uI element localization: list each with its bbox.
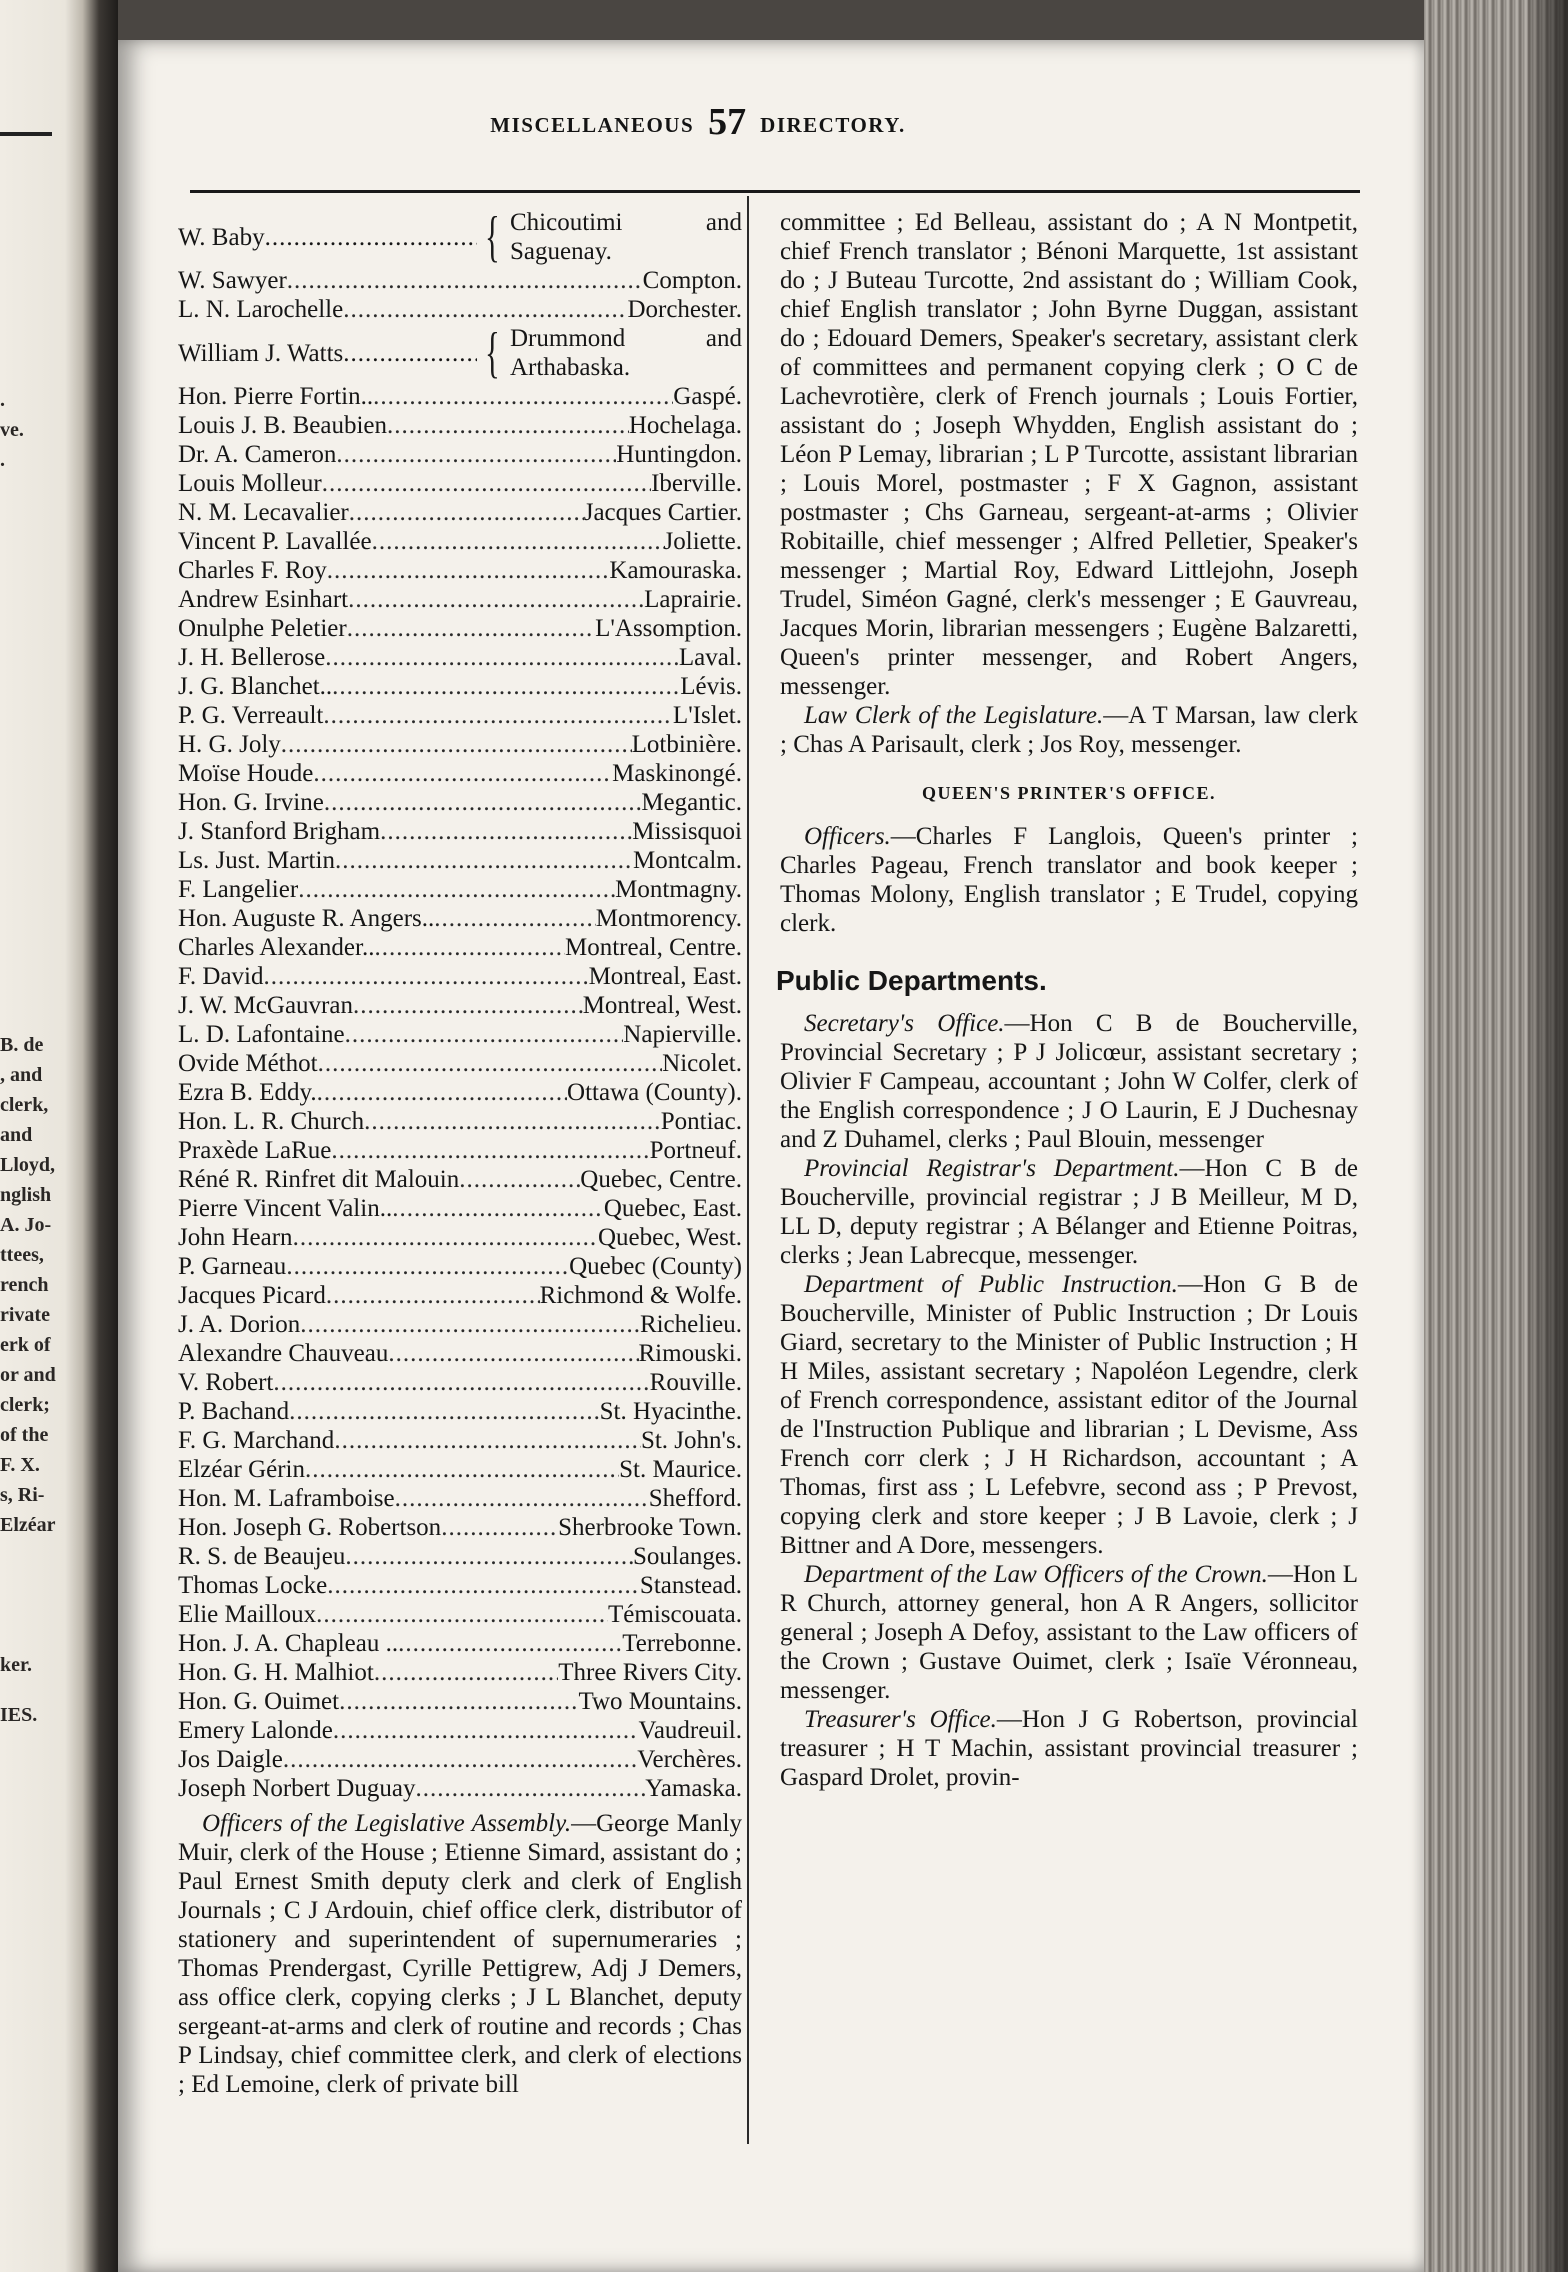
- member-entry: [178, 730, 742, 759]
- member-county: Jacques Cartier.: [583, 499, 742, 526]
- member-name: J. G. Blanchet..: [178, 673, 333, 700]
- public-departments-heading: Public Departments.: [776, 965, 1047, 996]
- member-name: Hon. G. Irvine: [178, 789, 324, 816]
- paragraph-text: —Hon C B de Boucherville, provincial registrar ; J B Meilleur, M D, LL D, deputy registrar ; A Bélanger and Etienne Poitras, clerks ; Jean Labrecque, messenger.: [780, 1155, 1359, 1269]
- member-entry: [178, 1745, 742, 1774]
- member-entry: [178, 614, 742, 643]
- member-county: Joliette.: [663, 528, 742, 555]
- leader-dots: [347, 614, 595, 643]
- member-entry: [178, 1716, 742, 1745]
- leader-dots: [316, 1600, 608, 1629]
- member-name: P. Bachand: [178, 1398, 290, 1425]
- member-county: Three Rivers City.: [558, 1659, 742, 1686]
- page-number: 57: [708, 101, 747, 143]
- member-entry: [178, 295, 742, 324]
- member-entry: [178, 1310, 742, 1339]
- member-county: Lotbinière.: [631, 731, 742, 758]
- leader-dots: [332, 672, 680, 701]
- margin-fragment: B. de: [0, 1034, 44, 1056]
- member-name: Praxède LaRue: [178, 1137, 332, 1164]
- book-page-edges: [1424, 0, 1568, 2272]
- leader-dots: [336, 440, 616, 469]
- leader-dots: [395, 1484, 649, 1513]
- leader-dots: [264, 962, 589, 991]
- member-name: Ezra B. Eddy.: [178, 1079, 317, 1106]
- member-entry: [178, 1281, 742, 1310]
- member-county: Quebec (County): [569, 1253, 742, 1280]
- leader-dots: [324, 788, 642, 817]
- printer-office-heading: QUEEN'S PRINTER'S OFFICE.: [921, 783, 1217, 803]
- leader-dots: [283, 1745, 637, 1774]
- leader-dots: [318, 1049, 663, 1078]
- members-column: [178, 208, 742, 2099]
- brace-glyph: {: [485, 206, 500, 268]
- member-county: L'Islet.: [672, 702, 742, 729]
- paragraph-lead: Law Clerk of the Legislature.: [804, 702, 1104, 729]
- leader-dots: [372, 527, 664, 556]
- member-entry: [178, 1194, 742, 1223]
- leader-dots: [281, 730, 632, 759]
- member-name: V. Robert: [178, 1369, 274, 1396]
- member-entry: [178, 1252, 742, 1281]
- leader-dots: [345, 1542, 633, 1571]
- leader-dots: [374, 933, 564, 962]
- header-left-word: MISCELLANEOUS: [490, 113, 695, 137]
- leader-dots: [415, 1774, 645, 1803]
- column-divider: [747, 196, 749, 2144]
- member-county: Vaudreuil.: [638, 1717, 742, 1744]
- member-name: Hon. Joseph G. Robertson: [178, 1514, 442, 1541]
- member-name: William J. Watts: [178, 339, 344, 367]
- paragraph-text: —A T Marsan, law clerk ; Chas A Parisault, clerk ; Jos Roy, messenger.: [780, 702, 1358, 758]
- member-county: Compton.: [642, 267, 742, 294]
- leader-dots: [374, 1658, 558, 1687]
- member-entry: [178, 1397, 742, 1426]
- member-name: Hon. Auguste R. Angers..: [178, 905, 435, 932]
- member-name: L. D. Lafontaine: [178, 1021, 345, 1048]
- member-name: Hon. G. Ouimet: [178, 1688, 340, 1715]
- paragraph-text: —Hon L R Church, attorney general, hon A R Angers, sollicitor general ; Joseph A Defoy, assistant to the Law officers of the Crown ; Gustave Ouimet, clerk ; Isaïe Véronneau, messenger.: [780, 1561, 1358, 1704]
- legislative-officers-paragraph: [178, 1809, 742, 2099]
- member-name: Alexandre Chauveau: [178, 1340, 389, 1367]
- previous-page-rule: [0, 132, 52, 136]
- margin-fragment: , and: [0, 1064, 43, 1086]
- running-header: [378, 100, 1018, 144]
- member-county: Quebec, East.: [603, 1195, 742, 1222]
- member-county: Quebec, West.: [597, 1224, 742, 1251]
- member-county: Megantic.: [641, 789, 742, 816]
- member-county: Huntingdon.: [616, 441, 742, 468]
- member-name: P. Garneau: [178, 1253, 287, 1280]
- member-name: Pierre Vincent Valin..: [178, 1195, 393, 1222]
- member-entry: [178, 585, 742, 614]
- member-entry: [178, 1107, 742, 1136]
- member-entry: [178, 1571, 742, 1600]
- member-county: Montmorency.: [595, 905, 742, 932]
- member-name: J. Stanford Brigham: [178, 818, 381, 845]
- member-name: Elzéar Gérin: [178, 1456, 306, 1483]
- member-name: J. H. Bellerose: [178, 644, 326, 671]
- member-county: Maskinongé.: [612, 760, 742, 787]
- member-name: Hon. J. A. Chapleau ..: [178, 1630, 399, 1657]
- leader-dots: [398, 1629, 622, 1658]
- member-county: Drummond and Arthabaska.: [510, 325, 742, 381]
- margin-fragment: Lloyd,: [0, 1154, 56, 1176]
- member-county: Richmond & Wolfe.: [539, 1282, 742, 1309]
- member-name: Louis Molleur: [178, 470, 322, 497]
- leader-dots: [293, 1223, 598, 1252]
- paragraph-lead: Provincial Registrar's Department.: [804, 1155, 1180, 1182]
- member-entry: [178, 1426, 742, 1455]
- paragraph-lead: Department of the Law Officers of the Crown.: [804, 1561, 1268, 1588]
- officers-column: [776, 208, 1359, 1792]
- member-name: Andrew Esinhart: [178, 586, 349, 613]
- member-entry: [178, 469, 742, 498]
- margin-fragment: nglish: [0, 1184, 52, 1206]
- header-right-word: DIRECTORY.: [760, 113, 906, 137]
- member-county: Ottawa (County).: [567, 1079, 742, 1106]
- member-name: Jos Daigle: [178, 1746, 283, 1773]
- leader-dots: [387, 411, 629, 440]
- leader-dots: [434, 904, 595, 933]
- leader-dots: [388, 1339, 638, 1368]
- printer-office-paragraph: [780, 822, 1358, 938]
- member-entry: [178, 788, 742, 817]
- member-name: Charles F. Roy: [178, 557, 327, 584]
- member-name: Jacques Picard: [178, 1282, 326, 1309]
- member-name: F. Langelier: [178, 876, 299, 903]
- member-entry: [178, 1455, 742, 1484]
- member-entry-braced: [178, 208, 742, 266]
- member-county: Pontiac.: [660, 1108, 742, 1135]
- member-entry: [178, 1136, 742, 1165]
- leader-dots: [298, 875, 615, 904]
- member-name: John Hearn: [178, 1224, 293, 1251]
- department-paragraph: [780, 1270, 1358, 1560]
- leader-dots: [441, 1513, 558, 1542]
- leader-dots: [305, 1455, 619, 1484]
- member-county: Laval.: [678, 644, 742, 671]
- leader-dots: [289, 1397, 600, 1426]
- paragraph-text: —George Manly Muir, clerk of the House ; Etienne Simard, assistant do ; Paul Ernest Smith deputy clerk and clerk of English Journals ; C J Ardouin, chief office clerk, distributor of stationery and superintendent of supernumeraries ; Thomas Prendergast, Cyrille Pettigrew, Adj J Demers, ass office clerk, copying clerks ; J L Blanchet, deputy sergeant-at-arms and clerk of routine and records ; Chas P Lindsay, chief committee clerk, and clerk of elections ; Ed Lemoine, clerk of private bill: [178, 1810, 742, 2098]
- leader-dots: [343, 295, 627, 324]
- paragraph-lead: Department of Public Instruction.: [804, 1271, 1178, 1298]
- member-county: Témiscouata.: [608, 1601, 742, 1628]
- paragraph-lead: Officers.: [804, 823, 891, 850]
- paragraph-text: —Hon J G Robertson, provincial treasurer ; H T Machin, assistant provincial treasurer ; Gaspard Drolet, provin-: [780, 1706, 1358, 1791]
- member-entry: [178, 266, 742, 295]
- member-county: St. John's.: [640, 1427, 742, 1454]
- leader-dots: [265, 223, 478, 252]
- member-county: Two Mountains.: [578, 1688, 742, 1715]
- margin-fragment: of the: [0, 1424, 49, 1446]
- member-county: Montcalm.: [632, 847, 742, 874]
- member-entry: [178, 382, 742, 411]
- member-name: J. W. McGauvran: [178, 992, 353, 1019]
- member-name: Elie Mailloux: [178, 1601, 317, 1628]
- member-name: J. A. Dorion: [178, 1311, 301, 1338]
- leader-dots: [380, 817, 632, 846]
- member-county: Stanstead.: [639, 1572, 742, 1599]
- member-entry: [178, 440, 742, 469]
- member-entry: [178, 701, 742, 730]
- leader-dots: [339, 1687, 578, 1716]
- member-county: Rouville.: [649, 1369, 742, 1396]
- leader-dots: [317, 1078, 567, 1107]
- department-list: [780, 1009, 1358, 1792]
- member-entry: [178, 1049, 742, 1078]
- member-entry: [178, 1020, 742, 1049]
- member-entry-braced: [178, 324, 742, 382]
- member-entry: [178, 1484, 742, 1513]
- header-rule: [190, 190, 1360, 193]
- member-name: Thomas Locke: [178, 1572, 328, 1599]
- member-name: Onulphe Peletier: [178, 615, 347, 642]
- member-county: St. Maurice.: [619, 1456, 742, 1483]
- member-entry: [178, 875, 742, 904]
- member-entry: [178, 1078, 742, 1107]
- member-name: Vincent P. Lavallée: [178, 528, 372, 555]
- leader-dots: [333, 1716, 639, 1745]
- member-name: Joseph Norbert Duguay: [178, 1775, 416, 1802]
- margin-fragment: Elzéar: [0, 1514, 56, 1536]
- member-name: Ls. Just. Martin: [178, 847, 335, 874]
- member-entry: [178, 411, 742, 440]
- member-entry: [178, 846, 742, 875]
- member-name: N. M. Lecavalier: [178, 499, 349, 526]
- margin-fragment: and: [0, 1124, 33, 1146]
- member-county: Portneuf.: [649, 1137, 742, 1164]
- member-entry: [178, 933, 742, 962]
- member-county: Hochelaga.: [628, 412, 742, 439]
- member-entry: [178, 1223, 742, 1252]
- leader-dots: [327, 1571, 640, 1600]
- member-county: Soulanges.: [632, 1543, 742, 1570]
- paragraph-lead: Secretary's Office.: [804, 1010, 1005, 1037]
- margin-fragment: erk of: [0, 1334, 51, 1356]
- member-county: Dorchester.: [627, 296, 742, 323]
- member-county: Napierville.: [623, 1021, 742, 1048]
- leader-dots: [373, 382, 673, 411]
- leader-dots: [313, 759, 612, 788]
- leader-dots: [273, 1368, 649, 1397]
- member-entry: [178, 1658, 742, 1687]
- margin-fragment: clerk;: [0, 1394, 50, 1416]
- member-entry: [178, 672, 742, 701]
- leader-dots: [343, 339, 477, 368]
- leader-dots: [287, 266, 643, 295]
- member-county: Missisquoi: [632, 818, 742, 845]
- continuation-paragraph: committee ; Ed Belleau, assistant do ; A N Montpetit, chief French translator ; Bénoni Marquette, 1st assistant do ; J Buteau Turcotte, 2nd assistant do ; William Cook, chief English translator ; John Byrne Duggan, assistant do ; Edouard Demers, Speaker's secretary, assistant clerk of committees and permanent copying clerk ; O C de Lachevrotière, clerk of French journals ; Louis Fortier, assistant do ; Joseph Whydden, English assistant do ; Léon P Lemay, librarian ; L P Turcotte, assistant librarian ; Louis Morel, postmaster ; F X Gagnon, assistant postmaster ; Chs Garneau, sergeant-at-arms ; Olivier Robitaille, chief messenger ; Alfred Pelletier, Speaker's messenger ; Martial Roy, Edward Littlejohn, Joseph Trudel, Siméon Gagné, clerk's messenger ; E Gauvreau, Jacques Morin, librarian messengers ; Eugène Balzaretti, Queen's printer messenger, and Robert Angers, messenger.: [780, 209, 1358, 700]
- member-name: H. G. Joly: [178, 731, 281, 758]
- member-entry: [178, 904, 742, 933]
- member-entry: [178, 1687, 742, 1716]
- member-name: F. G. Marchand: [178, 1427, 335, 1454]
- member-entry: [178, 759, 742, 788]
- margin-fragment: .: [0, 449, 5, 471]
- leader-dots: [349, 498, 584, 527]
- paragraph-text: —Charles F Langlois, Queen's printer ; Charles Pageau, French translator and book keeper ; Thomas Molony, English translator ; E Trudel, copying clerk.: [780, 823, 1358, 937]
- department-paragraph: [780, 1560, 1358, 1705]
- margin-fragment: rench: [0, 1274, 49, 1296]
- member-name: Moïse Houde: [178, 760, 314, 787]
- leader-dots: [327, 556, 610, 585]
- member-name: Hon. M. Laframboise: [178, 1485, 395, 1512]
- margin-fragment: ve.: [0, 419, 24, 441]
- paragraph-text: —Hon G B de Boucherville, Minister of Public Instruction ; Dr Louis Giard, secretary to the Minister of Public Instruction ; H H Miles, assistant secretary ; Napoléon Legendre, clerk of French correspondence, assistant editor of the Journal de l'Instruction Publique and librarian ; L Devisme, Ass French corr clerk ; J H Richardson, accountant ; A Thomas, first ass ; L Lefebvre, second ass ; P Prevost, copying clerk and store keeper ; J B Lavoie, clerk ; J Bittner and A Dore, messengers.: [780, 1271, 1358, 1559]
- member-county: Iberville.: [651, 470, 742, 497]
- leader-dots: [459, 1165, 580, 1194]
- member-entry: [178, 1339, 742, 1368]
- department-paragraph: [780, 1705, 1358, 1792]
- member-entry: [178, 1774, 742, 1803]
- member-name: Dr. A. Cameron: [178, 441, 337, 468]
- member-county: Richelieu.: [639, 1311, 742, 1338]
- member-county: Montreal, West.: [582, 992, 742, 1019]
- member-county: Rimouski.: [638, 1340, 742, 1367]
- paragraph-lead: Treasurer's Office.: [804, 1706, 997, 1733]
- leader-dots: [348, 585, 644, 614]
- leader-dots: [325, 643, 679, 672]
- member-entry: [178, 643, 742, 672]
- member-name: Charles Alexander..: [178, 934, 375, 961]
- previous-page-edge: [0, 0, 118, 2272]
- member-name: Ovide Méthot: [178, 1050, 318, 1077]
- brace-glyph: {: [485, 322, 500, 384]
- member-county: Shefford.: [648, 1485, 742, 1512]
- member-name: Hon. G. H. Malhiot: [178, 1659, 374, 1686]
- member-county: L'Assomption.: [595, 615, 742, 642]
- leader-dots: [331, 1136, 649, 1165]
- margin-fragment: rivate: [0, 1304, 50, 1326]
- margin-fragment: s, Ri-: [0, 1484, 45, 1506]
- member-county: Quebec, Centre.: [580, 1166, 742, 1193]
- member-entry: [178, 556, 742, 585]
- leader-dots: [345, 1020, 624, 1049]
- member-county: Laprairie.: [644, 586, 742, 613]
- member-county: Montmagny.: [615, 876, 742, 903]
- member-entry: [178, 498, 742, 527]
- leader-dots: [286, 1252, 569, 1281]
- member-entry: [178, 527, 742, 556]
- member-name: Emery Lalonde: [178, 1717, 333, 1744]
- member-entry: [178, 991, 742, 1020]
- department-paragraph: [780, 1009, 1358, 1154]
- leader-dots: [392, 1194, 604, 1223]
- margin-fragment: F. X.: [0, 1454, 40, 1476]
- margin-fragment: ker.: [0, 1654, 33, 1676]
- member-name: R. S. de Beaujeu: [178, 1543, 346, 1570]
- member-entry: [178, 1368, 742, 1397]
- paragraph-text: —Hon C B de Boucherville, Provincial Secretary ; P J Jolicœur, assistant secretary ; Olivier F Campeau, accountant ; John W Colfer, clerk of the English correspondence ; J O Laurin, E J Duchesnay and Z Duhamel, clerks ; Paul Blouin, messenger: [780, 1010, 1358, 1153]
- margin-fragment: .: [0, 389, 5, 411]
- margin-fragment: clerk,: [0, 1094, 49, 1116]
- member-entry: [178, 1513, 742, 1542]
- leader-dots: [364, 1107, 661, 1136]
- member-county: Nicolet.: [662, 1050, 742, 1077]
- paragraph-lead: Officers of the Legislative Assembly.: [202, 1810, 572, 1837]
- leader-dots: [300, 1310, 640, 1339]
- department-paragraph: [780, 1154, 1358, 1270]
- member-name: Hon. L. R. Church: [178, 1108, 365, 1135]
- member-name: L. N. Larochelle: [178, 296, 344, 323]
- member-name: F. David: [178, 963, 264, 990]
- member-name: P. G. Verreault: [178, 702, 324, 729]
- member-county: Gaspé.: [673, 383, 742, 410]
- member-county: Montreal, East.: [588, 963, 742, 990]
- margin-fragment: A. Jo-: [0, 1214, 52, 1236]
- member-county: Terrebonne.: [622, 1630, 742, 1657]
- member-name: W. Sawyer: [178, 267, 287, 294]
- member-name: Réné R. Rinfret dit Malouin: [178, 1166, 460, 1193]
- leader-dots: [335, 846, 633, 875]
- member-county: Yamaska.: [645, 1775, 742, 1802]
- margin-fragment: IES.: [0, 1704, 38, 1726]
- margin-fragment: or and: [0, 1364, 56, 1386]
- leader-dots: [353, 991, 583, 1020]
- law-clerk-paragraph: [780, 701, 1358, 759]
- member-name: Hon. Pierre Fortin..: [178, 383, 374, 410]
- member-entry: [178, 1600, 742, 1629]
- member-county: Lévis.: [680, 673, 742, 700]
- member-list-b: [178, 382, 742, 1803]
- member-county: Chicoutimi and Saguenay.: [510, 209, 742, 265]
- member-county: Sherbrooke Town.: [558, 1514, 742, 1541]
- member-county: Verchères.: [637, 1746, 742, 1773]
- member-name: Louis J. B. Beaubien: [178, 412, 388, 439]
- leader-dots: [323, 701, 673, 730]
- leader-dots: [334, 1426, 641, 1455]
- member-entry: [178, 1542, 742, 1571]
- member-entry: [178, 962, 742, 991]
- member-county: Montreal, Centre.: [564, 934, 742, 961]
- margin-fragment: ttees,: [0, 1244, 44, 1266]
- leader-dots: [322, 469, 651, 498]
- leader-dots: [326, 1281, 540, 1310]
- member-list-a: [178, 266, 742, 324]
- member-entry: [178, 1629, 742, 1658]
- member-county: St. Hyacinthe.: [599, 1398, 742, 1425]
- member-entry: [178, 1165, 742, 1194]
- member-entry: [178, 817, 742, 846]
- member-county: Kamouraska.: [609, 557, 742, 584]
- member-name: W. Baby: [178, 223, 265, 251]
